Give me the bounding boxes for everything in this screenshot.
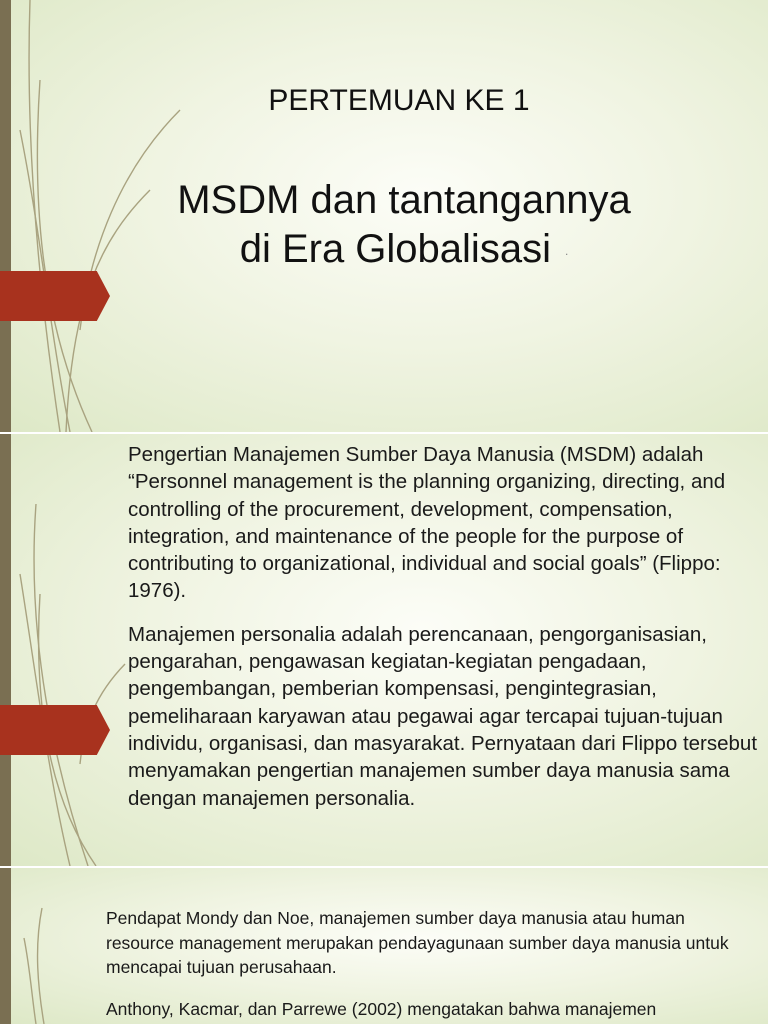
heading-line-2-text: di Era Globalisasi <box>239 227 551 271</box>
paragraph-personalia: Manajemen personalia adalah perencanaan, pengorganisasian, pengarahan, pengawasan kegiatan-kegiatan pengadaan, pengembangan, pemberian kompensasi, pengintegrasian, pemeliharaan karyawan atau pegawai agar tercapai tujuan-tujuan individu, organisasi, dan masyarakat. Pernyataan dari Flippo tersebut menyamakan pengertian manajemen sumber daya manusia sama dengan manajemen personalia. <box>128 622 758 810</box>
slide-heading <box>0 176 768 276</box>
paragraph-anthony: Anthony, Kacmar, dan Parrewe (2002) mengatakan bahwa manajemen <box>106 998 657 1019</box>
heading-line-1: MSDM dan tantangannya <box>177 178 631 222</box>
paragraph-flippo: Pengertian Manajemen Sumber Daya Manusia (MSDM) adalah “Personnel management is the planning organizing, directing, and controlling of the procurement, development, compensation, integration, and maintenance of the people for the purpose of contributing to organizational, individual and social goals” (Flippo: 1976). <box>128 443 726 603</box>
red-arrow-marker <box>0 271 110 321</box>
opinions-text <box>106 906 752 1021</box>
slide-definition <box>0 434 768 866</box>
heading-mark: . <box>564 243 569 258</box>
slide-subtitle: PERTEMUAN KE 1 <box>268 84 530 117</box>
red-arrow-marker <box>0 705 110 755</box>
heading-line-2 <box>40 225 768 276</box>
slide-title <box>0 0 768 432</box>
slide-opinions <box>0 868 768 1024</box>
definition-text <box>128 441 762 812</box>
paragraph-mondy-noe: Pendapat Mondy dan Noe, manajemen sumber daya manusia atau human resource management merupakan pendayagunaan sumber daya manusia untuk mencapai tujuan perusahaan. <box>106 908 729 977</box>
